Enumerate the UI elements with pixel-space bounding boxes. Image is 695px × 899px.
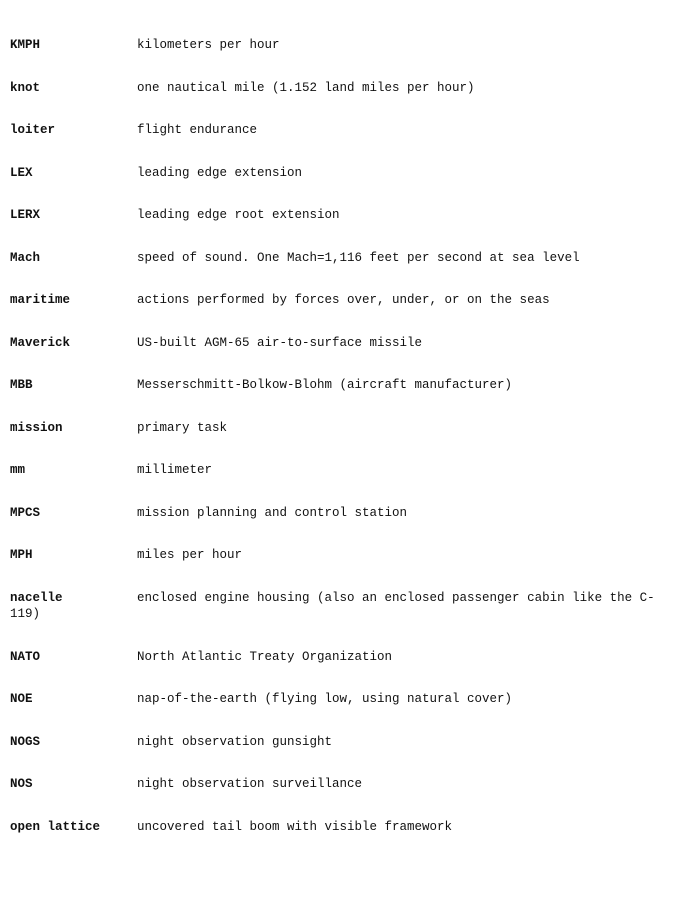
glossary-entry (10, 335, 690, 378)
glossary-term: MBB (10, 378, 33, 392)
glossary-term: MPH (10, 548, 33, 562)
glossary-entry (10, 547, 690, 590)
glossary-term: open lattice (10, 819, 101, 834)
glossary-term: mission (10, 420, 63, 435)
glossary-entry (10, 462, 690, 505)
glossary-list (10, 37, 690, 861)
glossary-definition: enclosed engine housing (also an enclosed passenger cabin like the C- (137, 590, 655, 605)
glossary-definition: leading edge root extension (137, 208, 340, 222)
glossary-definition: night observation gunsight (137, 734, 333, 749)
glossary-entry (10, 37, 690, 80)
glossary-entry (10, 122, 690, 165)
glossary-entry (10, 819, 690, 862)
glossary-term: LEX (10, 165, 33, 180)
glossary-definition-continuation: 119) (10, 606, 41, 621)
glossary-term: NATO (10, 649, 41, 664)
glossary-term: loiter (10, 123, 56, 137)
glossary-term: NOE (10, 692, 33, 706)
glossary-entry (10, 292, 690, 335)
glossary-term: LERX (10, 208, 41, 222)
glossary-definition: North Atlantic Treaty Organization (137, 649, 393, 664)
glossary-definition: one nautical mile (1.152 land miles per hour) (137, 80, 475, 95)
glossary-entry (10, 590, 690, 649)
glossary-term: MPCS (10, 505, 41, 520)
glossary-definition: miles per hour (137, 548, 243, 562)
glossary-entry (10, 165, 690, 208)
glossary-term: NOS (10, 777, 33, 791)
glossary-definition: flight endurance (137, 123, 258, 137)
glossary-definition: millimeter (137, 463, 213, 477)
glossary-entry (10, 734, 690, 777)
glossary-definition: uncovered tail boom with visible framework (137, 819, 453, 834)
glossary-entry (10, 649, 690, 692)
glossary-definition: Messerschmitt-Bolkow-Blohm (aircraft manufacturer) (137, 378, 513, 392)
glossary-entry (10, 776, 690, 819)
glossary-term: knot (10, 80, 41, 95)
glossary-definition: nap-of-the-earth (flying low, using natural cover) (137, 692, 513, 706)
glossary-term: nacelle (10, 590, 63, 605)
glossary-term: Mach (10, 250, 41, 265)
glossary-term: maritime (10, 293, 71, 307)
glossary-entry (10, 505, 690, 548)
glossary-entry (10, 691, 690, 734)
glossary-term: KMPH (10, 38, 41, 52)
glossary-definition: mission planning and control station (137, 505, 408, 520)
glossary-entry (10, 420, 690, 463)
glossary-definition: kilometers per hour (137, 38, 280, 52)
glossary-entry (10, 250, 690, 293)
glossary-term: Maverick (10, 335, 71, 350)
glossary-definition: US-built AGM-65 air-to-surface missile (137, 335, 423, 350)
glossary-term: mm (10, 463, 26, 477)
glossary-definition: speed of sound. One Mach=1,116 feet per second at sea level (137, 250, 580, 265)
glossary-entry (10, 207, 690, 250)
glossary-definition: actions performed by forces over, under, or on the seas (137, 293, 550, 307)
glossary-definition: night observation surveillance (137, 777, 363, 791)
glossary-entry (10, 377, 690, 420)
glossary-term: NOGS (10, 734, 41, 749)
glossary-definition: leading edge extension (137, 165, 303, 180)
glossary-entry (10, 80, 690, 123)
glossary-definition: primary task (137, 420, 228, 435)
